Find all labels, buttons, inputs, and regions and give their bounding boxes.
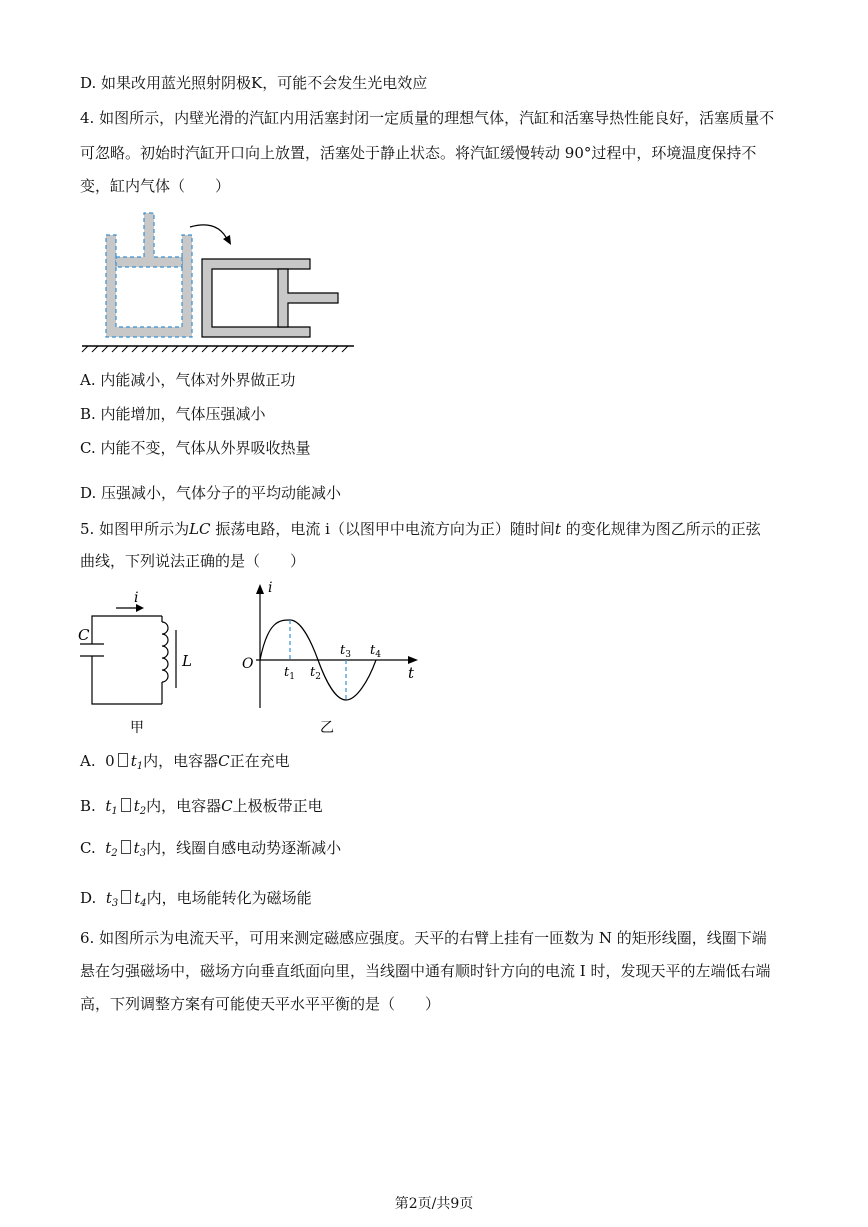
- q5-stem-line2: 曲线，下列说法正确的是（ ）: [80, 552, 306, 570]
- q5-option-c: [80, 838, 341, 864]
- graph-y-label: i: [268, 580, 273, 596]
- graph-x-label: t: [408, 664, 415, 682]
- page-footer: 第2页/共9页: [394, 1196, 474, 1212]
- t-subscript: 1: [136, 761, 144, 772]
- lc-circuit-figure: [76, 588, 196, 738]
- circuit-caption: 甲: [130, 720, 144, 736]
- q5-stem-c: 振荡电路，电流 i（以图甲中电流方向为正）随时间: [210, 520, 555, 538]
- q4-stem-line1: 4. 如图所示，内壁光滑的汽缸内用活塞封闭一定质量的理想气体，汽缸和活塞导热性能良好，活塞质量不: [80, 109, 775, 127]
- cylinder-rotation-figure: [78, 205, 368, 355]
- current-time-graph: [236, 578, 426, 738]
- t-subscript: 4: [140, 898, 147, 909]
- option-tail: 正在充电: [229, 752, 290, 770]
- q3-option-d: D. 如果改用蓝光照射阴极K，可能不会发生光电效应: [80, 74, 428, 92]
- option-label: B.: [80, 797, 96, 815]
- t-subscript: 2: [111, 848, 118, 859]
- tick-t3: $t_3$: [340, 643, 351, 660]
- current-label: i: [134, 590, 139, 606]
- t-subscript: 2: [139, 806, 147, 817]
- q5-stem-lc: LC: [189, 520, 211, 538]
- tick-t4: $t_4$: [370, 643, 381, 660]
- q5-stem-e: 的变化规律为图乙所示的正弦: [560, 520, 761, 538]
- t-subscript: 3: [111, 898, 119, 909]
- q5-option-a: [80, 751, 290, 777]
- q6-stem-line3: 高，下列调整方案有可能使天平水平平衡的是（ ）: [80, 995, 441, 1013]
- q4-option-c: C. 内能不变，气体从外界吸收热量: [80, 439, 311, 457]
- q5-stem-t: t: [554, 520, 561, 538]
- t-symbol: t: [105, 797, 112, 815]
- q4-option-b: B. 内能增加，气体压强减小: [80, 405, 266, 423]
- t-symbol: t: [105, 889, 112, 907]
- t-symbol: t: [133, 797, 140, 815]
- q6-stem-line2: 悬在匀强磁场中，磁场方向垂直纸面向里，当线圈中通有顺时针方向的电流 I 时，发现天平的左端低右端: [80, 962, 771, 980]
- capacitor-label: C: [78, 626, 90, 644]
- q6-stem-line1: 6. 如图所示为电流天平，可用来测定磁感应强度。天平的右臂上挂有一匝数为 N 的矩形线圈，线圈下端: [80, 929, 767, 947]
- t-symbol: t: [133, 839, 140, 857]
- interval-start: 0: [105, 752, 115, 770]
- missing-glyph-box: [121, 890, 131, 904]
- tick-t1: $t_1$: [284, 665, 295, 682]
- t-symbol: t: [105, 839, 112, 857]
- q5-option-b: [80, 796, 323, 822]
- graph-caption: 乙: [320, 720, 334, 736]
- tick-t2: $t_2$: [310, 665, 321, 682]
- option-label: A.: [80, 752, 96, 770]
- option-label: D.: [80, 889, 97, 907]
- rotation-arrow: [190, 225, 228, 241]
- c-symbol: C: [218, 752, 230, 770]
- option-text: 内，电容器: [146, 797, 222, 815]
- option-label: C.: [80, 839, 96, 857]
- q5-option-d: [80, 888, 312, 914]
- q5-stem-line1: [80, 519, 761, 539]
- q4-stem-line2: 可忽略。初始时汽缸开口向上放置，活塞处于静止状态。将汽缸缓慢转动 90°过程中，环境温度保持不: [80, 144, 757, 162]
- q4-option-d: D. 压强减小，气体分子的平均动能减小: [80, 484, 342, 502]
- missing-glyph-box: [121, 798, 131, 812]
- q4-stem-line3: 变，缸内气体（ ）: [80, 177, 231, 195]
- c-symbol: C: [221, 797, 233, 815]
- rotated-cylinder: [202, 259, 338, 337]
- q4-option-a: A. 内能减小，气体对外界做正功: [80, 371, 296, 389]
- option-text: 内，线圈自感电动势逐渐减小: [146, 839, 342, 857]
- graph-origin-label: O: [242, 656, 254, 672]
- option-text: 内，电容器: [143, 752, 219, 770]
- t-symbol: t: [134, 889, 141, 907]
- q5-stem-a: 5. 如图甲所示为: [80, 520, 190, 538]
- t-symbol: t: [130, 752, 137, 770]
- t-subscript: 1: [111, 806, 118, 817]
- inductor-label: L: [182, 652, 192, 670]
- option-tail: 上极板带正电: [232, 797, 323, 815]
- missing-glyph-box: [121, 840, 131, 854]
- upright-cylinder: [106, 213, 192, 337]
- t-subscript: 3: [139, 848, 147, 859]
- option-text: 内，电场能转化为磁场能: [146, 889, 312, 907]
- missing-glyph-box: [118, 753, 128, 767]
